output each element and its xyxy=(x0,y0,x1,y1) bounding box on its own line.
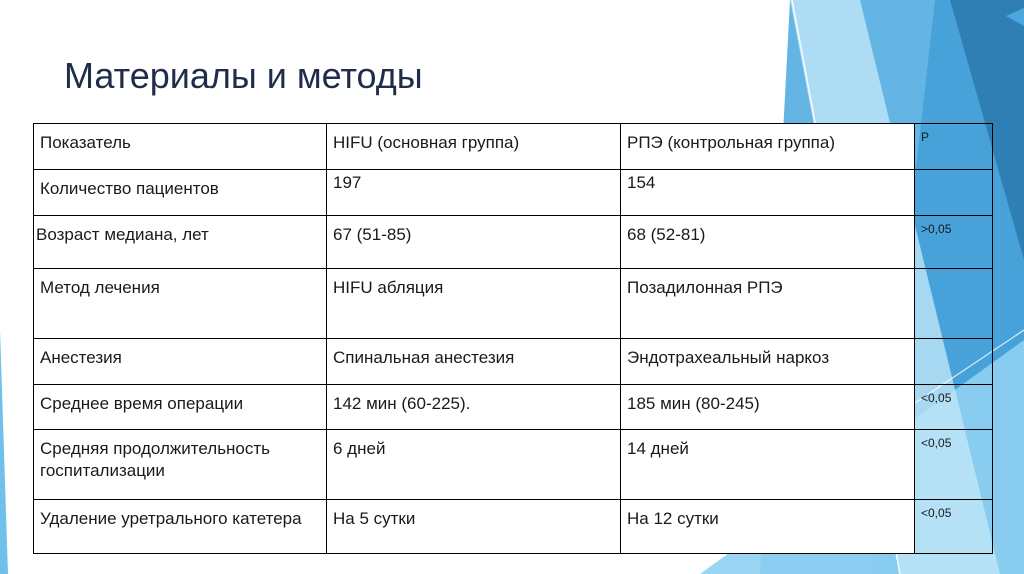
shape-left-sliver xyxy=(0,330,8,574)
header-cell-p: Р xyxy=(915,124,993,170)
table-cell: 6 дней xyxy=(327,430,621,500)
table-cell: Среднее время операции xyxy=(34,385,327,430)
table-cell: Количество пациентов xyxy=(34,170,327,216)
table-cell: Анестезия xyxy=(34,339,327,385)
table-cell: Спинальная анестезия xyxy=(327,339,621,385)
table-cell: Возраст медиана, лет xyxy=(34,216,327,269)
table-cell-p: <0,05 xyxy=(915,430,993,500)
table-cell: Эндотрахеальный наркоз xyxy=(621,339,915,385)
table-row xyxy=(34,385,993,430)
table-cell-p xyxy=(915,269,993,339)
table-cell: 67 (51-85) xyxy=(327,216,621,269)
header-cell: HIFU (основная группа) xyxy=(327,124,621,170)
table-cell: 142 мин (60-225). xyxy=(327,385,621,430)
table-cell: Позадилонная РПЭ xyxy=(621,269,915,339)
table-cell: Метод лечения xyxy=(34,269,327,339)
table-cell: 14 дней xyxy=(621,430,915,500)
table-cell: На 5 сутки xyxy=(327,500,621,554)
table-cell-p xyxy=(915,170,993,216)
table-header-row xyxy=(34,124,993,170)
table-cell: HIFU абляция xyxy=(327,269,621,339)
page-title: Материалы и методы xyxy=(64,55,423,96)
table-cell-p xyxy=(915,339,993,385)
table-row xyxy=(34,339,993,385)
table-cell: 68 (52-81) xyxy=(621,216,915,269)
table-cell: Удаление уретрального катетера xyxy=(34,500,327,554)
table-cell: На 12 сутки xyxy=(621,500,915,554)
table-cell: 185 мин (80-245) xyxy=(621,385,915,430)
table-cell: Средняя продолжительность госпитализации xyxy=(34,430,327,500)
header-cell: РПЭ (контрольная группа) xyxy=(621,124,915,170)
table-row xyxy=(34,500,993,554)
table-cell: 197 xyxy=(327,170,621,216)
table-cell-p: >0,05 xyxy=(915,216,993,269)
table-cell-p: <0,05 xyxy=(915,385,993,430)
header-cell: Показатель xyxy=(34,124,327,170)
table-cell-p: <0,05 xyxy=(915,500,993,554)
table-row xyxy=(34,430,993,500)
table-cell: 154 xyxy=(621,170,915,216)
table-row xyxy=(34,269,993,339)
data-table xyxy=(33,123,993,554)
table-row xyxy=(34,170,993,216)
table-row xyxy=(34,216,993,269)
